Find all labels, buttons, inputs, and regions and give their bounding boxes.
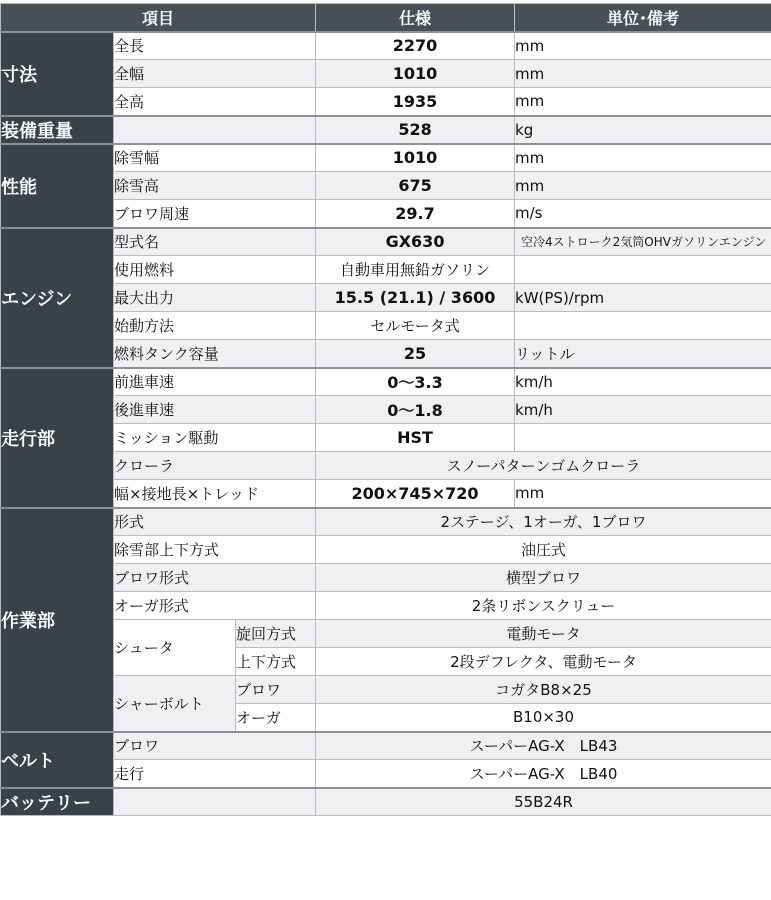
category-battery: バッテリー xyxy=(1,788,114,816)
unit-clear-width: mm xyxy=(515,144,771,172)
unit-clear-height: mm xyxy=(515,172,771,200)
unit-length: mm xyxy=(515,32,771,60)
item-lift-method: 除雪部上下方式 xyxy=(114,536,316,564)
unit-width: mm xyxy=(515,60,771,88)
spec-table xyxy=(0,3,771,816)
item-battery-empty xyxy=(114,788,316,816)
item-auger-type: オーガ形式 xyxy=(114,592,316,620)
spec-belt-blower: スーパーAG-X LB43 xyxy=(316,732,771,760)
spec-height: 1935 xyxy=(316,88,515,116)
table-row xyxy=(1,200,771,228)
spec-shear-auger: B10×30 xyxy=(316,704,771,732)
table-row xyxy=(1,760,771,788)
spec-crawler: スノーパターンゴムクローラ xyxy=(316,452,771,480)
table-row xyxy=(1,116,771,144)
unit-rev-speed: km/h xyxy=(515,396,771,424)
table-row xyxy=(1,620,771,648)
spec-battery: 55B24R xyxy=(316,788,771,816)
unit-fwd-speed: km/h xyxy=(515,368,771,396)
item-fuel: 使用燃料 xyxy=(114,256,316,284)
spec-start-method: セルモータ式 xyxy=(316,312,515,340)
table-row xyxy=(1,284,771,312)
item-model: 型式名 xyxy=(114,228,316,256)
table-row xyxy=(1,508,771,536)
category-work: 作業部 xyxy=(1,508,114,732)
item-work-type: 形式 xyxy=(114,508,316,536)
table-row xyxy=(1,424,771,452)
spec-width: 1010 xyxy=(316,60,515,88)
item-fwd-speed: 前進車速 xyxy=(114,368,316,396)
table-row xyxy=(1,732,771,760)
item-clear-height: 除雪高 xyxy=(114,172,316,200)
item-height: 全高 xyxy=(114,88,316,116)
spec-crawler-size: 200×745×720 xyxy=(316,480,515,508)
spec-weight: 528 xyxy=(316,116,515,144)
spec-blower-type: 横型ブロワ xyxy=(316,564,771,592)
table-row xyxy=(1,172,771,200)
table-row xyxy=(1,480,771,508)
spec-lift-method: 油圧式 xyxy=(316,536,771,564)
table-row xyxy=(1,340,771,368)
spec-tank: 25 xyxy=(316,340,515,368)
item-start-method: 始動方法 xyxy=(114,312,316,340)
category-belt: ベルト xyxy=(1,732,114,788)
unit-transmission xyxy=(515,424,771,452)
sub-chute-updown: 上下方式 xyxy=(236,648,316,676)
spec-chute-rotate: 電動モータ xyxy=(316,620,771,648)
unit-tank: リットル xyxy=(515,340,771,368)
sub-shear-blower: ブロワ xyxy=(236,676,316,704)
item-crawler: クローラ xyxy=(114,452,316,480)
item-width: 全幅 xyxy=(114,60,316,88)
item-shear-bolt: シャーボルト xyxy=(114,676,236,732)
item-length: 全長 xyxy=(114,32,316,60)
item-belt-blower: ブロワ xyxy=(114,732,316,760)
spec-rev-speed: 0〜1.8 xyxy=(316,396,515,424)
spec-blower-speed: 29.7 xyxy=(316,200,515,228)
unit-blower-speed: m/s xyxy=(515,200,771,228)
category-performance: 性能 xyxy=(1,144,114,228)
item-transmission: ミッション駆動 xyxy=(114,424,316,452)
item-weight-empty xyxy=(114,116,316,144)
item-blower-type: ブロワ形式 xyxy=(114,564,316,592)
sub-chute-rotate: 旋回方式 xyxy=(236,620,316,648)
table-row xyxy=(1,88,771,116)
unit-start-method xyxy=(515,312,771,340)
table-row xyxy=(1,368,771,396)
table-row xyxy=(1,312,771,340)
category-weight: 装備重量 xyxy=(1,116,114,144)
header-item: 項目 xyxy=(1,4,316,32)
unit-fuel xyxy=(515,256,771,284)
item-clear-width: 除雪幅 xyxy=(114,144,316,172)
spec-length: 2270 xyxy=(316,32,515,60)
spec-clear-width: 1010 xyxy=(316,144,515,172)
spec-fuel: 自動車用無鉛ガソリン xyxy=(316,256,515,284)
table-row xyxy=(1,228,771,256)
item-belt-travel: 走行 xyxy=(114,760,316,788)
spec-transmission: HST xyxy=(316,424,515,452)
unit-weight: kg xyxy=(515,116,771,144)
table-row xyxy=(1,452,771,480)
header-unit: 単位･備考 xyxy=(515,4,771,32)
spec-belt-travel: スーパーAG-X LB40 xyxy=(316,760,771,788)
spec-max-output: 15.5 (21.1) / 3600 xyxy=(316,284,515,312)
table-row xyxy=(1,144,771,172)
item-rev-speed: 後進車速 xyxy=(114,396,316,424)
item-chute: シュータ xyxy=(114,620,236,676)
table-row xyxy=(1,536,771,564)
spec-fwd-speed: 0〜3.3 xyxy=(316,368,515,396)
unit-max-output: kW(PS)/rpm xyxy=(515,284,771,312)
spec-work-type: 2ステージ、1オーガ、1ブロワ xyxy=(316,508,771,536)
spec-shear-blower: コガタB8×25 xyxy=(316,676,771,704)
table-row xyxy=(1,32,771,60)
table-row xyxy=(1,256,771,284)
spec-auger-type: 2条リボンスクリュー xyxy=(316,592,771,620)
table-row xyxy=(1,396,771,424)
table-row xyxy=(1,676,771,704)
unit-crawler-size: mm xyxy=(515,480,771,508)
table-row xyxy=(1,788,771,816)
table-row xyxy=(1,592,771,620)
item-max-output: 最大出力 xyxy=(114,284,316,312)
spec-chute-updown: 2段デフレクタ、電動モータ xyxy=(316,648,771,676)
category-dimensions: 寸法 xyxy=(1,32,114,116)
item-tank: 燃料タンク容量 xyxy=(114,340,316,368)
header-spec: 仕様 xyxy=(316,4,515,32)
unit-height: mm xyxy=(515,88,771,116)
item-crawler-size: 幅×接地長×トレッド xyxy=(114,480,316,508)
table-row xyxy=(1,564,771,592)
header-row xyxy=(1,4,771,32)
item-blower-speed: ブロワ周速 xyxy=(114,200,316,228)
category-travel: 走行部 xyxy=(1,368,114,508)
spec-model: GX630 xyxy=(316,228,515,256)
table-row xyxy=(1,60,771,88)
unit-model: 空冷4ストローク2気筒OHVガソリンエンジン xyxy=(515,228,771,256)
spec-clear-height: 675 xyxy=(316,172,515,200)
category-engine: エンジン xyxy=(1,228,114,368)
sub-shear-auger: オーガ xyxy=(236,704,316,732)
